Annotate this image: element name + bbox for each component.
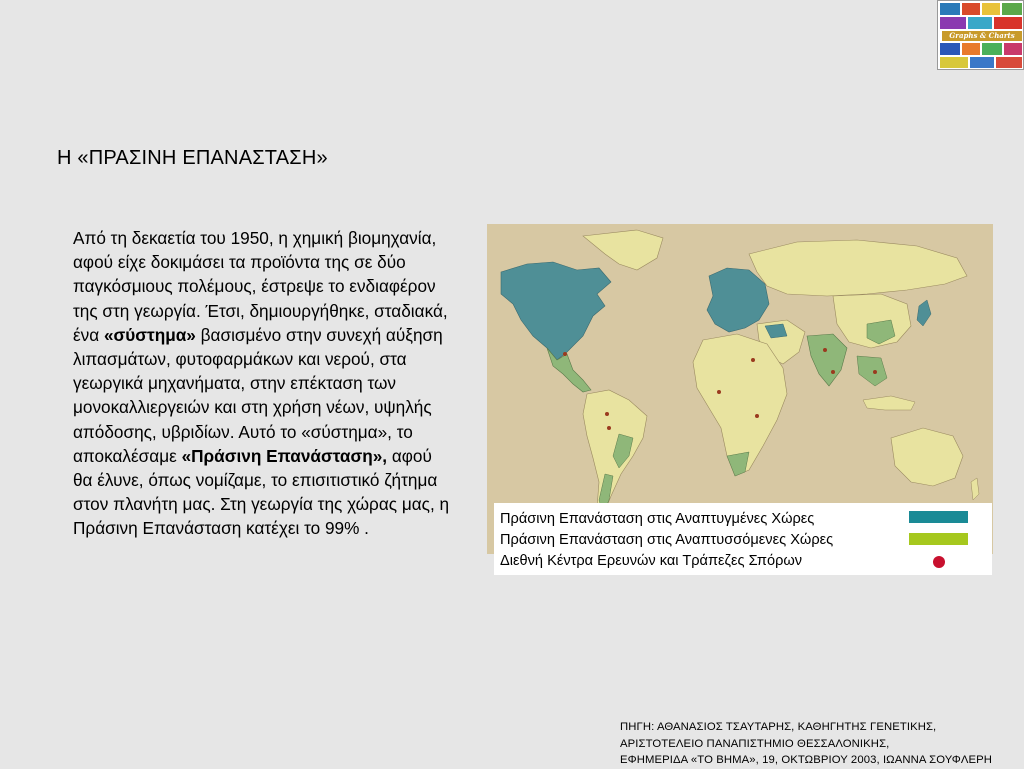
legend-label-developing: Πράσινη Επανάσταση στις Αναπτυσσόμενες Χώρες bbox=[500, 532, 834, 548]
research-center-dot bbox=[751, 358, 755, 362]
logo-tile bbox=[940, 43, 960, 55]
legend-label-research-centers: Διεθνή Κέντρα Ερευνών και Τράπεζες Σπόρων bbox=[500, 553, 803, 569]
logo-tile bbox=[962, 43, 980, 55]
source-credit bbox=[620, 719, 1020, 769]
research-center-dot bbox=[755, 414, 759, 418]
logo-tile bbox=[940, 57, 968, 68]
legend-dot-research-centers bbox=[933, 556, 945, 568]
research-center-dot bbox=[563, 352, 567, 356]
logo-tile bbox=[1004, 43, 1022, 55]
body-text-part: αφού θα έλυνε, όπως νομίζαμε, το επισιτιστικό ζήτημα στον πλανήτη μας. Στη γεωργία της χώρας μας, η Πράσινη Επανάσταση κατέχει το 99% . bbox=[73, 445, 450, 539]
logo-tile bbox=[982, 3, 1000, 15]
research-center-dot bbox=[607, 426, 611, 430]
corner-logo bbox=[937, 0, 1024, 70]
logo-tile bbox=[962, 3, 980, 15]
logo-tile bbox=[982, 43, 1002, 55]
research-center-dot bbox=[717, 390, 721, 394]
legend-label-developed: Πράσινη Επανάσταση στις Αναπτυγμένες Χώρες bbox=[500, 511, 815, 527]
logo-tile bbox=[1002, 3, 1022, 15]
legend-swatch-developed bbox=[909, 511, 968, 523]
logo-wordmark: Graphs & Charts bbox=[942, 31, 1022, 41]
source-line: ΕΦΗΜΕΡΙΔΑ «ΤΟ ΒΗΜΑ», 19, ΟΚΤΩΒΡΙΟΥ 2003, ΙΩΑΝΝΑ ΣΟΥΦΛΕΡΗ bbox=[620, 754, 993, 766]
research-center-dot bbox=[873, 370, 877, 374]
research-center-dot bbox=[823, 348, 827, 352]
logo-tile bbox=[996, 57, 1022, 68]
research-center-dot bbox=[831, 370, 835, 374]
research-center-dot bbox=[605, 412, 609, 416]
logo-tile bbox=[994, 17, 1022, 29]
legend-swatch-developing bbox=[909, 533, 968, 545]
body-term-green-revolution: «Πράσινη Επανάσταση», bbox=[181, 445, 388, 466]
logo-tile bbox=[968, 17, 992, 29]
slide-title: Η «ΠΡΑΣΙΝΗ ΕΠΑΝΑΣΤΑΣΗ» bbox=[57, 147, 328, 169]
logo-tile bbox=[940, 17, 966, 29]
body-paragraph bbox=[73, 226, 453, 541]
logo-tile bbox=[940, 3, 960, 15]
body-text-part: Από τη δεκαετία του 1950, η χημική βιομηχανία, αφού είχε δοκιμάσει τα προϊόντα της σε δύο παγκόσμιους πολέμους, έστρεψε το ενδιαφέρον της στη γεωργία. Έτσι, δημιουργήθηκε, σταδιακά, ένα bbox=[73, 228, 448, 345]
logo-tile bbox=[970, 57, 994, 68]
body-text-part: βασισμένο στην συνεχή αύξηση λιπασμάτων, φυτοφαρμάκων και νερού, στα γεωργικά μηχανήματα, στην επέκταση των μονοκαλλιεργειών και στη χρήση νέων, υψηλής απόδοσης, υβριδίων. Αυτό το «σύστημα», το αποκαλέσαμε bbox=[73, 324, 443, 466]
source-line: ΑΡΙΣΤΟΤΕΛΕΙΟ ΠΑΝΑΠΙΣΤΗΜΙΟ ΘΕΣΣΑΛΟΝΙΚΗΣ, bbox=[620, 737, 890, 750]
map-legend bbox=[494, 503, 992, 575]
source-line: ΠΗΓΗ: ΑΘΑΝΑΣΙΟΣ ΤΣΑΥΤΑΡΗΣ, ΚΑΘΗΓΗΤΗΣ ΓΕΝΕΤΙΚΗΣ, bbox=[620, 721, 937, 733]
body-term-system: «σύστημα» bbox=[103, 324, 196, 345]
